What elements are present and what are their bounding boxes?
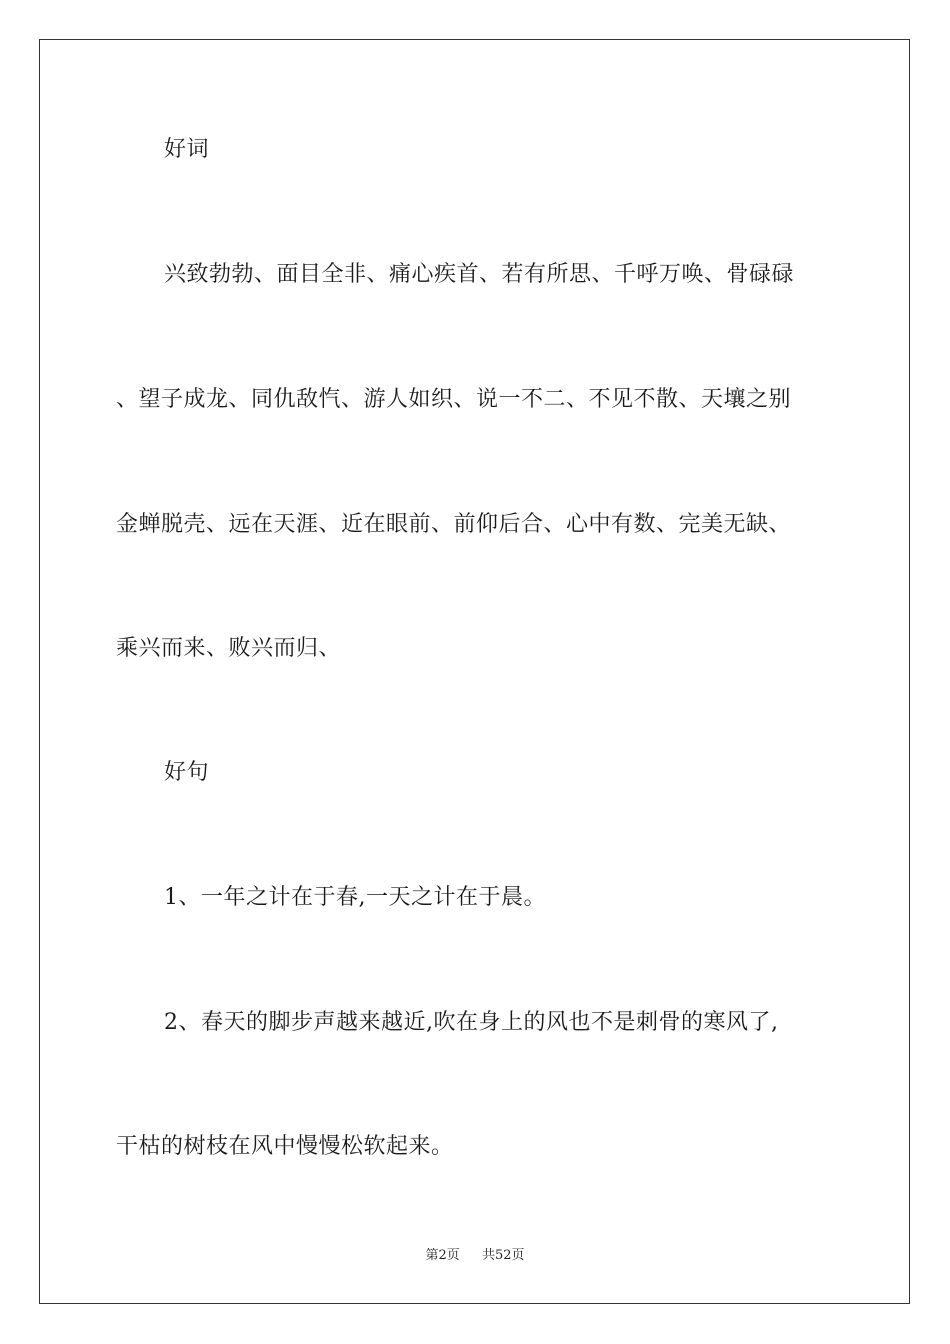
words-line-1: 兴致勃勃、面目全非、痛心疾首、若有所思、千呼万唤、骨碌碌 — [164, 262, 795, 287]
page-number: 第2页 — [425, 1248, 460, 1263]
sentence-2-line-2: 干枯的树枝在风中慢慢松软起来。 — [116, 1134, 454, 1159]
section-heading-words: 好词 — [164, 137, 210, 162]
page-border — [39, 39, 910, 1304]
words-line-2: 、望子成龙、同仇敌忾、游人如织、说一不二、不见不散、天壤之别 — [116, 387, 792, 412]
page-footer — [0, 1247, 950, 1265]
words-line-3: 金蝉脱壳、远在天涯、近在眼前、前仰后合、心中有数、完美无缺、 — [116, 512, 792, 537]
sentence-2-line-1: 2、春天的脚步声越来越近,吹在身上的风也不是刺骨的寒风了, — [164, 1010, 779, 1035]
words-line-4: 乘兴而来、败兴而归、 — [116, 636, 342, 661]
total-pages: 共52页 — [482, 1248, 525, 1263]
sentence-1: 1、一年之计在于春,一天之计在于晨。 — [164, 885, 546, 910]
section-heading-sentences: 好句 — [164, 760, 210, 785]
